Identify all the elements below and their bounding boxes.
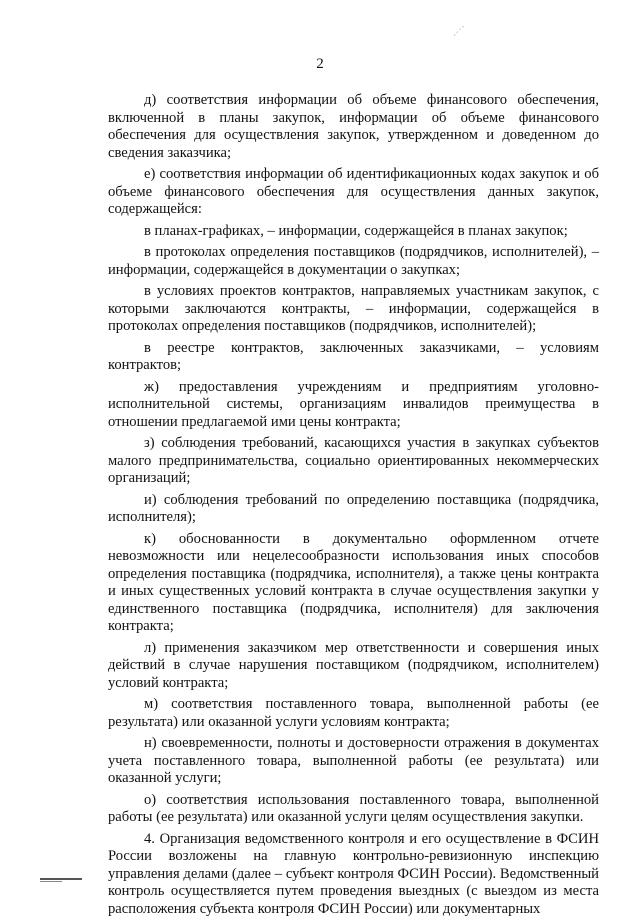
paragraph-k: к) обоснованности в документально оформленном отчете невозможности или нецелесообразности использования иных способов определения поставщика (подрядчика, исполнителя), а также цены контракта и иных существенных условий контракта в случае осуществления закупки у единственного поставщика (подрядчика, исполнителя) для заключения контракта; xyxy=(108,530,599,634)
scan-artifact xyxy=(40,878,82,880)
paragraph-e-protocols: в протоколах определения поставщиков (подрядчиков, исполнителей), – информации, содержащейся в документации о закупках; xyxy=(108,244,599,278)
paragraph-n: н) своевременности, полноты и достоверности отражения в документах учета поставленного товара, выполненной работы (ее результата) или оказанной услуги; xyxy=(108,735,599,786)
page-number: 2 xyxy=(316,56,324,72)
paragraph-e-plans: в планах-графиках, – информации, содержащейся в планах закупок; xyxy=(144,222,568,239)
paragraph-e: е) соответствия информации об идентификационных кодах закупок и об объеме финансового обеспечения для осуществления данных закупок, содержащейся: xyxy=(108,166,599,217)
document-body xyxy=(108,92,599,922)
paragraph-o: о) соответствия использования поставленного товара, выполненной работы (ее результата) или оказанной услуги целям осуществления закупки. xyxy=(108,791,599,825)
paragraph-zh: ж) предоставления учреждениям и предприятиям уголовно-исполнительной системы, организациям инвалидов преимущества в отношении предлагаемой ими цены контракта; xyxy=(108,378,599,430)
paragraph-z: з) соблюдения требований, касающихся участия в закупках субъектов малого предпринимательства, социально ориентированных некоммерческих организаций; xyxy=(108,435,599,486)
paragraph-e-conditions: в условиях проектов контрактов, направляемых участникам закупок, с которыми заключаются контракты, – информации, содержащейся в протоколах определения поставщиков (подрядчиков, исполнителей); xyxy=(108,283,599,334)
paragraph-e-registry: в реестре контрактов, заключенных заказчиками, – условиям контрактов; xyxy=(108,339,599,373)
scan-artifact xyxy=(40,881,62,882)
paragraph-d: д) соответствия информации об объеме финансового обеспечения, включенной в планы закупок, информации об объеме финансового обеспечения для осуществления закупок, утвержденном и доведенном до сведения заказчика; xyxy=(108,92,599,161)
paragraph-4: 4. Организация ведомственного контроля и его осуществление в ФСИН России возложены на главную контрольно-ревизионную инспекцию управления делами (далее – субъект контроля ФСИН России). Ведомственный контроль осуществляется путем проведения выездных (с выездом из места расположения субъекта контроля ФСИН России) или документарных xyxy=(108,830,599,917)
paragraph-i: и) соблюдения требований по определению поставщика (подрядчика, исполнителя); xyxy=(108,491,599,525)
scan-mark xyxy=(452,24,466,38)
paragraph-m: м) соответствия поставленного товара, выполненной работы (ее результата) или оказанной услуги условиям контракта; xyxy=(108,696,599,730)
paragraph-l: л) применения заказчиком мер ответственности и совершения иных действий в случае нарушения поставщиком (подрядчиком, исполнителем) условий контракта; xyxy=(108,639,599,691)
